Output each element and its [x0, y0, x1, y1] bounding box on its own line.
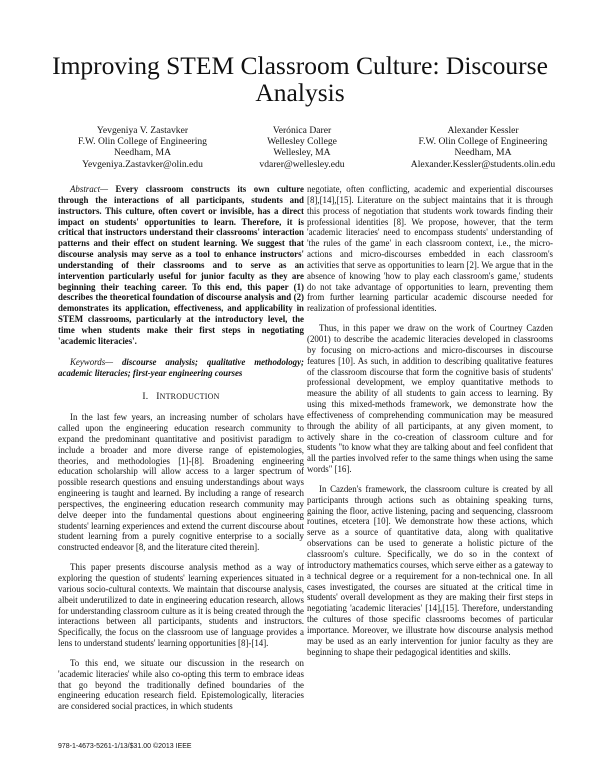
author-email: vdarer@wellesley.edu: [259, 158, 345, 170]
author-name: Yevgeniya V. Zastavker: [96, 125, 189, 136]
author-location: Needham, MA: [113, 147, 171, 159]
author-email: Alexander.Kessler@students.olin.edu: [410, 158, 556, 170]
keywords-lead: Keywords—: [70, 356, 114, 367]
section-numeral: I.: [142, 391, 149, 403]
section-heading-rest: NTRODUCTION: [159, 392, 220, 402]
body-paragraph: Thus, in this paper we draw on the work of Courtney Cazden (2001) to describe the academic literacies developed in classrooms by focusing on micro-actions and micro-discourses in discourse features [10]. As such, in addition to describing qualitative features of the classroom discourse that form the cognitive basis of students' professional development, we employ quantitative methods to measure the ability of all students to gain access to learning. By using this mixed-methods framework, we demonstrate how the effectiveness of comprehending communication may be measured through the ability of all participants, at any given moment, to actively share in the co-creation of classroom culture and for students "to know what they are talking about and feel confident that all the parties involved refer to the same things when using the same words" [16].: [307, 323, 553, 475]
abstract-lead: Abstract—: [70, 184, 108, 194]
author-name: Alexander Kessler: [447, 125, 519, 136]
body-paragraph: negotiate, often conflicting, academic and experiential discourses [8],[14],[15]. Literature on the subject maintains that it is through this process of negotiation that students work towards finding their professional identities [8]. We propose, however, that the term 'academic literacies' need to encompass students' understanding of 'the rules of the game' in each classroom context, i.e., the micro-actions and micro-discourses embedded in each classroom's activities that serve as opportunities to learn [2]. We argue that in the absence of knowing 'how to play each classroom's game,' students do not take advantage of opportunities to learn, preventing them from further learning particular academic discourse needed for realization of professional identities.: [307, 184, 553, 314]
author-location: Wellesley, MA: [273, 147, 331, 159]
body-paragraph: This paper presents discourse analysis method as a way of exploring the question of students' learning experiences situated in various socio-cultural contexts. We maintain that discourse analysis, albeit underutilized to date in engineering education research, allows for understanding classroom culture as it is being created through the interactions between all participants, students and instructors. Specifically, the focus on the classroom use of language provides a lens to understand students' learning opportunities [8]-[14].: [58, 562, 304, 649]
body-paragraph: To this end, we situate our discussion in the research on 'academic literacies' while also co-opting this term to embrace ideas that go beyond the traditionally defined boundaries of the engineering education research field. Epistemologically, literacies are considered social practices, in which students: [58, 657, 304, 712]
section-heading-introduction: [58, 392, 304, 403]
body-paragraph: In the last few years, an increasing number of scholars have called upon the engineering education research community to expand the predominant quantitative and positivist paradigm to include a broader and more diverse range of epistemologies, theories, and methodologies [1]-[8]. Broadening engineering education scholarship will allow access to a larger spectrum of possible research questions and ensuing understandings about ways engineering is taught and learned. By including a range of research perspectives, the engineering education research community may delve deeper into the fundamental questions about engineering students' learning experiences and extend the current discourse about student learning from a purely cognitive enterprise to a socially constructed endeavor [8, and the literature cited therein].: [58, 412, 304, 553]
author-name: Verónica Darer: [272, 125, 332, 136]
keywords-text: discourse analysis; qualitative methodology; academic literacies; first-year engineering courses: [58, 356, 304, 378]
author-affiliation: Wellesley College: [267, 136, 337, 148]
abstract: [58, 184, 304, 347]
left-column: [58, 184, 304, 712]
author-location: Needham, MA: [454, 147, 512, 159]
paper-title: Improving STEM Classroom Culture: Discourse Analysis: [52, 51, 548, 107]
author-3: [383, 125, 583, 170]
author-affiliation: F.W. Olin College of Engineering: [78, 136, 207, 148]
author-email: Yevgeniya.Zastavker@olin.edu: [82, 158, 203, 170]
copyright-footer: 978-1-4673-5261-1/13/$31.00 ©2013 IEEE: [58, 743, 192, 750]
right-column: [307, 184, 553, 657]
author-affiliation: F.W. Olin College of Engineering: [418, 136, 548, 148]
body-paragraph: In Cazden's framework, the classroom culture is created by all participants through actions such as obtaining speaking turns, gaining the floor, active listening, pacing and sequencing, classroom routines, etcetera [10]. We demonstrate how these actions, which serve as a source of quantitative data, along with qualitative observations can be used to generate a holistic picture of the classroom's culture. Specifically, we do so in the context of introductory mathematics courses, which serve either as a gateway to a technical degree or a requirement for a non-technical one. In all cases investigated, the courses are situated at the critical time in students' overall development as they are making their first steps in negotiating 'academic literacies' [14],[15]. Therefore, understanding the cultures of those specific classrooms becomes of particular importance. Moreover, we illustrate how discourse analysis method may be used as an early intervention for junior faculty as they are beginning to shape their pedagogical identities and skills.: [307, 483, 553, 657]
author-1: [55, 125, 230, 170]
abstract-text: Every classroom constructs its own culture through the interactions of all participants, students and instructors. This culture, often covert or invisible, has a direct impact on students' opportunities to learn. Therefore, it is critical that instructors understand their classrooms' interaction patterns and their effect on student learning. We suggest that discourse analysis may serve as a tool to enhance instructors' understanding of their classrooms and to serve as an intervention particularly useful for junior faculty as they are beginning their teaching career. To this end, this paper (1) describes the theoretical foundation of discourse analysis and (2) demonstrates its application, effectiveness, and applicability in STEM classrooms, particularly at the introductory level, the time when students make their first steps in negotiating 'academic literacies'.: [58, 184, 304, 346]
keywords: [58, 357, 304, 379]
author-2: [222, 125, 382, 170]
section-heading-first-letter: I: [156, 391, 160, 403]
